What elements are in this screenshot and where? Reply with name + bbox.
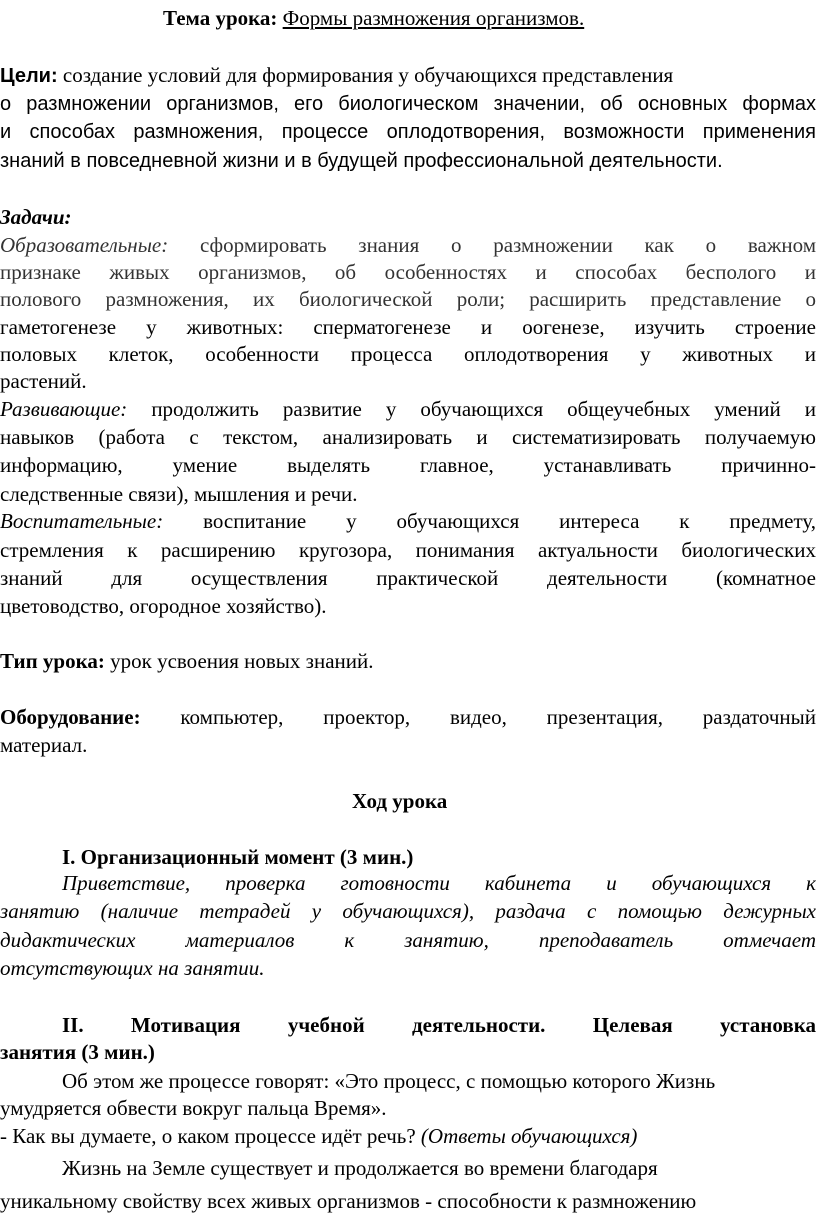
- educational-label: Образовательные:: [0, 233, 169, 257]
- topic-label: Тема урока:: [163, 6, 278, 30]
- stage2-quote-line-1: Об этом же процессе говорят: «Это процесс, с помощью которого Жизнь: [62, 1069, 716, 1093]
- stage1-line-1: Приветствие, проверка готовности кабинета и обучающихся к: [62, 871, 816, 895]
- educational-line-6: растений.: [0, 369, 87, 393]
- educational-text-1: сформировать знания о размножении как о важном: [199, 233, 816, 257]
- lesson-topic: [163, 4, 584, 32]
- educational-line-4: гаметогенезе у животных: сперматогенезе и оогенезе, изучить строение: [0, 315, 816, 339]
- topic-value: Формы размножения организмов.: [282, 6, 585, 30]
- lesson-type-label: Тип урока:: [0, 649, 105, 673]
- lesson-type-value: урок усвоения новых знаний.: [110, 649, 374, 673]
- lesson-type: [0, 647, 373, 675]
- course-heading: Ход урока: [352, 789, 448, 813]
- goals-line-4: знаний в повседневной жизни и в будущей профессиональной деятельности.: [0, 150, 723, 172]
- developmental-line-4: следственные связи), мышления и речи.: [0, 482, 358, 506]
- educational-line-5: половых клеток, особенности процесса оплодотворения у животных и: [0, 342, 816, 366]
- stage1-line-3: дидактических материалов к занятию, преподаватель отмечает: [0, 928, 816, 952]
- upbringing-line-3: знаний для осуществления практической деятельности (комнатное: [0, 566, 816, 590]
- developmental-line-3: информацию, умение выделять главное, устанавливать причинно-: [0, 453, 816, 477]
- stage2-quote-line-2: умудряется обвести вокруг пальца Время».: [0, 1096, 387, 1120]
- stage2-heading-line-2: занятия (3 мин.): [0, 1040, 155, 1064]
- developmental-line-1: [0, 395, 816, 423]
- question-note: (Ответы обучающихся): [420, 1124, 638, 1148]
- goals-line-3: и способах размножения, процессе оплодотворения, возможности применения: [0, 121, 816, 143]
- equipment-line-2: материал.: [0, 733, 88, 757]
- stage2-question: [0, 1122, 637, 1150]
- upbringing-text-1: воспитание у обучающихся интереса к предмету,: [203, 509, 816, 533]
- developmental-label: Развивающие:: [0, 397, 128, 421]
- stage2-final-line-1: Жизнь на Земле существует и продолжается во времени благодаря: [62, 1156, 658, 1180]
- stage1-line-4: отсутствующих на занятии.: [0, 956, 265, 980]
- stage2-final-line-2: уникальному свойству всех живых организмов - способности к размножению: [0, 1189, 697, 1213]
- upbringing-line-4: цветоводство, огородное хозяйство).: [0, 594, 327, 618]
- goals-label: Цели:: [0, 65, 58, 87]
- upbringing-label: Воспитательные:: [0, 509, 164, 533]
- goals-text-1: создание условий для формирования у обучающихся представления: [62, 63, 674, 87]
- educational-line-2: признаке живых организмов, об особенностях и способах бесполого и: [0, 260, 816, 284]
- upbringing-line-1: [0, 507, 816, 535]
- educational-line-3: полового размножения, их биологической роли; расширить представление о: [0, 287, 816, 311]
- developmental-line-2: навыков (работа с текстом, анализировать и систематизировать получаемую: [0, 425, 816, 449]
- goals-line-1: [0, 61, 673, 90]
- stage1-line-2: занятию (наличие тетрадей у обучающихся), раздача с помощью дежурных: [0, 899, 816, 923]
- tasks-heading: Задачи:: [0, 205, 72, 229]
- developmental-text-1: продолжить развитие у обучающихся общеучебных умений и: [151, 397, 816, 421]
- stage2-heading-line-1: II. Мотивация учебной деятельности. Целевая установка: [62, 1013, 816, 1037]
- question-text: - Как вы думаете, о каком процессе идёт речь?: [0, 1124, 416, 1148]
- equipment-text-1: компьютер, проектор, видео, презентация, раздаточный: [180, 705, 816, 729]
- equipment-label: Оборудование:: [0, 705, 141, 729]
- stage1-heading: I. Организационный момент (3 мин.): [62, 845, 414, 869]
- equipment-line-1: [0, 703, 816, 731]
- educational-line-1: [0, 231, 816, 259]
- goals-line-2: о размножении организмов, его биологическом значении, об основных формах: [0, 93, 816, 115]
- upbringing-line-2: стремления к расширению кругозора, понимания актуальности биологических: [0, 538, 816, 562]
